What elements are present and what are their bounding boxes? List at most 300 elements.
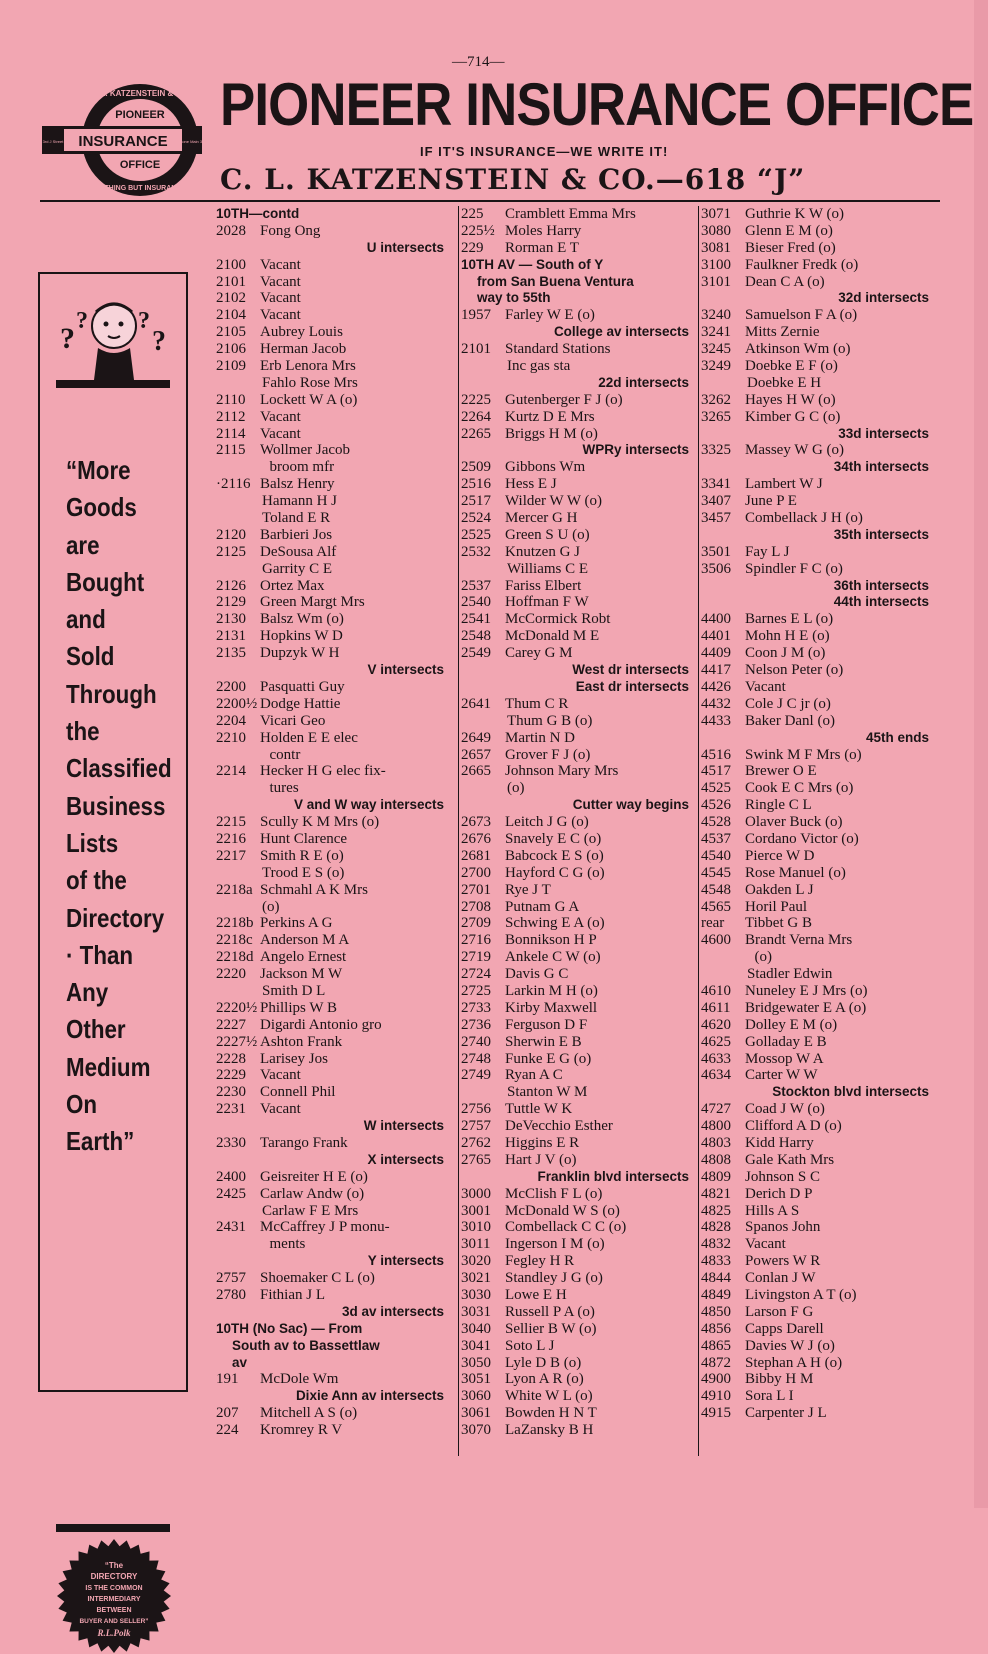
resident-name: Powers W R [745, 1253, 821, 1270]
house-number: 2641 [461, 695, 491, 712]
resident-name: White W L (o) [505, 1388, 593, 1405]
resident-name: Hess E J [505, 476, 557, 493]
resident-name: Kurtz D E Mrs [505, 408, 595, 425]
directory-entry [216, 1169, 448, 1186]
directory-column-3 [698, 206, 933, 1456]
resident-name: Ringle C L [745, 797, 812, 814]
directory-entry [216, 223, 448, 240]
directory-entry [701, 679, 933, 696]
directory-entry [216, 274, 448, 291]
directory-entry [701, 1253, 933, 1270]
resident-name: McCormick Robt [505, 611, 611, 628]
resident-name: Hayes H W (o) [745, 391, 836, 408]
resident-name: Ortez Max [260, 577, 325, 594]
directory-entry [701, 1186, 933, 1203]
house-number: 4850 [701, 1303, 731, 1320]
resident-name: Combellack J H (o) [745, 510, 863, 527]
house-number: 2265 [461, 425, 491, 442]
directory-entry [701, 696, 933, 713]
resident-name: Vacant [260, 290, 301, 307]
directory-entry [461, 848, 693, 865]
house-number: 3061 [461, 1405, 491, 1422]
resident-name: Kidd Harry [745, 1134, 814, 1151]
resident-name: Farley W E (o) [505, 307, 595, 324]
intersection-note: 34th intersects [833, 459, 929, 475]
directory-entry [216, 763, 448, 780]
seal-line: DIRECTORY [90, 1572, 138, 1581]
directory-entry [461, 1135, 693, 1152]
house-number: 2129 [216, 594, 246, 611]
directory-entry [701, 561, 933, 578]
resident-name: Green S U (o) [505, 526, 590, 543]
directory-entry [216, 1084, 448, 1101]
resident-name: Wilder W W (o) [505, 493, 603, 510]
house-number: 1957 [461, 307, 491, 324]
resident-name: Schmahl A K Mrs [260, 881, 368, 898]
resident-name: McDonald W S (o) [505, 1202, 620, 1219]
directory-entry [701, 1203, 933, 1220]
directory-entry [216, 1101, 448, 1118]
resident-name: Massey W G (o) [745, 442, 845, 459]
resident-name: Nuneley E J Mrs (o) [745, 982, 868, 999]
directory-entry [216, 1135, 448, 1152]
directory-entry [461, 1203, 693, 1220]
house-number: 4620 [701, 1016, 731, 1033]
house-number: 2130 [216, 611, 246, 628]
continuation-line: Stadler Edwin [747, 966, 833, 983]
resident-name: Russell P A (o) [505, 1303, 595, 1320]
resident-name: Carey G M [505, 645, 573, 662]
house-number: 2110 [216, 391, 246, 408]
resident-name: Wollmer Jacob [260, 442, 351, 459]
directory-entry [461, 223, 693, 240]
resident-name: Bonnikson H P [505, 932, 597, 949]
resident-name: Jackson M W [260, 966, 343, 983]
directory-entry [701, 1169, 933, 1186]
house-number: 3020 [461, 1253, 491, 1270]
directory-entry [216, 1034, 448, 1051]
ad-word: Through [66, 678, 157, 709]
resident-name: Lockett W A (o) [260, 391, 358, 408]
resident-name: Erb Lenora Mrs [260, 358, 356, 375]
resident-name: Johnson S C [745, 1168, 821, 1185]
directory-entry [701, 662, 933, 679]
house-number: 4528 [701, 814, 731, 831]
directory-entry [701, 274, 933, 291]
resident-name: Barbieri Jos [260, 526, 333, 543]
directory-entry [461, 1270, 693, 1287]
resident-name: Martin N D [505, 729, 575, 746]
intersection-note: X intersects [367, 1151, 444, 1167]
house-number: 2649 [461, 729, 491, 746]
intersection-note: 45th ends [865, 729, 929, 745]
house-number: 2227½ [216, 1033, 258, 1050]
resident-name: Larisey Jos [260, 1050, 328, 1067]
house-number: 2425 [216, 1185, 246, 1202]
ad-word: Any [66, 977, 109, 1008]
directory-entry [216, 949, 448, 966]
resident-name: Geisreiter H E (o) [260, 1168, 368, 1185]
directory-entry [701, 628, 933, 645]
resident-name: Fegley H R [505, 1253, 575, 1270]
resident-name: Capps Darell [745, 1320, 824, 1337]
street-heading: 10TH—contd [216, 206, 300, 221]
directory-entry [461, 983, 693, 1000]
directory-entry [461, 1388, 693, 1405]
directory-entry [701, 983, 933, 1000]
house-number: 2102 [216, 290, 246, 307]
resident-name: Guthrie K W (o) [745, 206, 845, 222]
directory-entry [701, 747, 933, 764]
house-number: 3240 [701, 307, 731, 324]
directory-entry [701, 1355, 933, 1372]
resident-name: McCaffrey J P monu- [260, 1219, 390, 1236]
resident-name: June P E [745, 493, 797, 510]
resident-name: Vacant [260, 256, 301, 273]
intersection-note: 36th intersects [833, 577, 929, 593]
house-number: 229 [461, 239, 484, 256]
intersection-note: College av intersects [553, 324, 689, 340]
house-number: 2657 [461, 746, 491, 763]
directory-entry [216, 814, 448, 831]
directory-entry [701, 358, 933, 375]
continuation-line: Stanton W M [507, 1084, 588, 1101]
ad-word: and [66, 604, 106, 635]
house-number: 2230 [216, 1084, 246, 1101]
directory-entry [701, 324, 933, 341]
directory-entry [216, 966, 448, 983]
house-number: 2708 [461, 898, 491, 915]
directory-entry [216, 1186, 448, 1203]
resident-name: Sora L I [745, 1388, 794, 1405]
house-number: 4832 [701, 1236, 731, 1253]
directory-entry [216, 341, 448, 358]
header-firm: C. L. KATZENSTEIN & CO.—618 “J” [220, 163, 806, 196]
directory-entry [701, 206, 933, 223]
continuation-line: Thum G B (o) [507, 712, 593, 729]
resident-name: Hart J V (o) [505, 1151, 577, 1168]
resident-name: Rye J T [505, 881, 551, 898]
resident-name: Vacant [745, 678, 786, 695]
resident-name: Phillips W B [260, 999, 337, 1016]
house-number: 3000 [461, 1185, 491, 1202]
resident-name: Vacant [260, 408, 301, 425]
directory-entry [701, 1321, 933, 1338]
header-tagline: IF IT'S INSURANCE—WE WRITE IT! [420, 144, 669, 159]
svg-text:?: ? [60, 322, 75, 355]
directory-entry [461, 1287, 693, 1304]
house-number: 4401 [701, 628, 731, 645]
house-number: 4833 [701, 1253, 731, 1270]
house-number: 4865 [701, 1337, 731, 1354]
directory-entry [701, 645, 933, 662]
directory-entry [461, 865, 693, 882]
house-number: 2200 [216, 678, 246, 695]
resident-name: Baker Danl (o) [745, 712, 835, 729]
ad-word: · Than [66, 939, 134, 970]
house-number: 3021 [461, 1270, 491, 1287]
house-number: 4825 [701, 1202, 731, 1219]
resident-name: Conlan J W [745, 1270, 816, 1287]
ad-slogan [66, 452, 172, 1161]
resident-name: Knutzen G J [505, 543, 580, 560]
directory-entry [216, 882, 448, 899]
house-number: 2431 [216, 1219, 246, 1236]
house-number: 4625 [701, 1033, 731, 1050]
resident-name: Lowe E H [505, 1287, 567, 1303]
resident-name: Olaver Buck (o) [745, 814, 843, 831]
intersection-note: Y intersects [367, 1253, 444, 1269]
resident-name: Swink M F Mrs (o) [745, 746, 862, 763]
resident-name: Sherwin E B [505, 1033, 582, 1050]
resident-name: Kromrey R V [260, 1422, 343, 1439]
directory-entry [701, 814, 933, 831]
directory-entry [701, 797, 933, 814]
seal-left: 3rd J Street [42, 139, 64, 144]
house-number: 3041 [461, 1337, 491, 1354]
directory-entry [216, 696, 448, 713]
ad-word: Business [66, 790, 166, 821]
directory-entry [216, 1051, 448, 1068]
resident-name: Green Margt Mrs [260, 594, 365, 611]
directory-entry [461, 544, 693, 561]
house-number: 4525 [701, 780, 731, 797]
resident-name: Dupzyk W H [260, 645, 340, 662]
seal-line: “The [104, 1561, 124, 1570]
resident-name: Standard Stations [505, 341, 611, 358]
directory-entry [461, 307, 693, 324]
directory-entry [216, 1371, 448, 1388]
house-number: 4516 [701, 746, 731, 763]
directory-entry [701, 899, 933, 916]
directory-entry [701, 915, 933, 932]
resident-name: Lyon A R (o) [505, 1371, 584, 1388]
directory-entry [461, 611, 693, 628]
house-number: 3070 [461, 1422, 491, 1439]
house-number: 2216 [216, 830, 246, 847]
directory-entry [216, 426, 448, 443]
resident-name: Balsz Henry [260, 476, 335, 493]
house-number: 2231 [216, 1101, 246, 1118]
resident-name: Holden E E elec [260, 729, 358, 746]
house-number: 4844 [701, 1270, 731, 1287]
house-number: 2126 [216, 577, 246, 594]
svg-text:?: ? [138, 308, 150, 334]
street-heading-cont: from San Buena Ventura [477, 273, 634, 289]
resident-name: Dolley E M (o) [745, 1016, 838, 1033]
house-number: 3501 [701, 543, 731, 560]
resident-name: Leitch J G (o) [505, 814, 589, 831]
house-number: 4634 [701, 1067, 731, 1084]
house-number: 3100 [701, 256, 731, 273]
house-number: 2541 [461, 611, 491, 628]
continuation-line: tures [262, 780, 299, 797]
directory-entry [461, 240, 693, 257]
resident-name: Ashton Frank [260, 1033, 343, 1050]
ad-word: are [66, 529, 100, 560]
directory-entry [461, 206, 693, 223]
directory-entry [216, 594, 448, 611]
directory-entry [461, 493, 693, 510]
ad-divider-bottom [56, 1524, 170, 1532]
directory-entry [461, 899, 693, 916]
house-number: 2509 [461, 459, 491, 476]
resident-name: Bowden H N T [505, 1405, 597, 1422]
resident-name: Brewer O E [745, 763, 817, 780]
directory-entry [216, 645, 448, 662]
directory-entry [461, 1000, 693, 1017]
resident-name: Larkin M H (o) [505, 982, 598, 999]
ad-word: Other [66, 1014, 126, 1045]
house-number: 3341 [701, 476, 731, 493]
house-number: 2101 [216, 273, 246, 290]
directory-entry [461, 730, 693, 747]
resident-name: Funke E G (o) [505, 1050, 592, 1067]
house-number: 224 [216, 1422, 239, 1439]
house-number: 2115 [216, 442, 246, 459]
resident-name: Vicari Geo [260, 712, 326, 729]
directory-entry [461, 1304, 693, 1321]
resident-name: LaZansky B H [505, 1422, 594, 1439]
resident-name: Vacant [260, 1067, 301, 1084]
directory-entry [216, 324, 448, 341]
resident-name: McDole Wm [260, 1371, 339, 1388]
resident-name: Carpenter J L [745, 1405, 827, 1422]
resident-name: Glenn E M (o) [745, 222, 833, 239]
intersection-note: Dixie Ann av intersects [295, 1388, 444, 1404]
continuation-line: (o) [507, 780, 525, 797]
directory-entry [216, 1422, 448, 1439]
resident-name: Mitts Zernie [745, 324, 820, 341]
resident-name: Cordano Victor (o) [745, 830, 859, 847]
house-number: 4828 [701, 1219, 731, 1236]
resident-name: Mitchell A S (o) [260, 1405, 358, 1422]
resident-name: Mercer G H [505, 510, 578, 527]
resident-name: Soto L J [505, 1337, 555, 1354]
directory-entry [216, 1219, 448, 1236]
directory-entry [701, 1287, 933, 1304]
house-number: 2665 [461, 763, 491, 780]
resident-name: Putnam G A [505, 898, 580, 915]
directory-entry [701, 240, 933, 257]
directory-entry [701, 1152, 933, 1169]
directory-entry [216, 307, 448, 324]
directory-entry [701, 392, 933, 409]
resident-name: McDonald M E [505, 628, 600, 645]
directory-entry [701, 865, 933, 882]
resident-name: Ingerson I M (o) [505, 1236, 605, 1253]
resident-name: Fariss Elbert [505, 577, 582, 594]
resident-name: Coad J W (o) [745, 1101, 825, 1118]
house-number: 4545 [701, 864, 731, 881]
house-number: 3001 [461, 1202, 491, 1219]
intersection-note: U intersects [366, 239, 444, 255]
resident-name: Standley J G (o) [505, 1270, 603, 1287]
house-number: 4910 [701, 1388, 731, 1405]
resident-name: Ankele C W (o) [505, 949, 601, 966]
seal-top: C. L. KATZENSTEIN & CO. [90, 89, 190, 98]
directory-entry [461, 966, 693, 983]
house-number: ·2116 [216, 476, 251, 493]
ad-word: Lists [66, 827, 119, 858]
directory-entry [701, 611, 933, 628]
house-number: 2719 [461, 949, 491, 966]
continuation-line: Trood E S (o) [262, 864, 345, 881]
house-number: 2700 [461, 864, 491, 881]
directory-entry [216, 1017, 448, 1034]
resident-name: Angelo Ernest [260, 949, 347, 966]
directory-entry [461, 645, 693, 662]
house-number: 3030 [461, 1287, 491, 1303]
resident-name: Cramblett Emma Mrs [505, 206, 636, 222]
svg-text:?: ? [76, 308, 88, 334]
directory-entry [461, 1355, 693, 1372]
svg-text:?: ? [152, 326, 166, 357]
directory-entry [701, 1051, 933, 1068]
resident-name: Smith R E (o) [260, 847, 344, 864]
resident-name: Davis G C [505, 966, 569, 983]
resident-name: Schwing E A (o) [505, 915, 605, 932]
directory-entry [461, 1152, 693, 1169]
house-number: 4526 [701, 797, 731, 814]
directory-entry [701, 848, 933, 865]
directory-entry [461, 1219, 693, 1236]
directory-entry [701, 1371, 933, 1388]
house-number: 3011 [461, 1236, 491, 1253]
continuation-line: Williams C E [507, 560, 589, 577]
continuation-line: Toland E R [262, 510, 331, 527]
house-number: 3040 [461, 1320, 491, 1337]
intersection-note: 33d intersects [838, 425, 929, 441]
directory-entry [216, 290, 448, 307]
house-number: 2701 [461, 881, 491, 898]
house-number: 2400 [216, 1168, 246, 1185]
ad-word: of the [66, 865, 127, 896]
house-number: 2716 [461, 932, 491, 949]
intersection-note: Franklin blvd intersects [537, 1168, 689, 1184]
directory-seal-icon [56, 1538, 172, 1654]
house-number: 3262 [701, 391, 731, 408]
directory-entry [461, 882, 693, 899]
house-number: 2264 [461, 408, 491, 425]
house-number: 2517 [461, 493, 491, 510]
house-number: 2218a [216, 881, 253, 898]
resident-name: Gibbons Wm [505, 459, 586, 476]
directory-entry [701, 713, 933, 730]
house-number: 191 [216, 1371, 239, 1388]
house-number: 4727 [701, 1101, 731, 1118]
house-number: 3080 [701, 222, 731, 239]
house-number: 2200½ [216, 695, 258, 712]
resident-name: Bridgewater E A (o) [745, 999, 867, 1016]
resident-name: Spindler F C (o) [745, 560, 843, 577]
intersection-note: 32d intersects [838, 290, 929, 306]
house-number: 2228 [216, 1050, 246, 1067]
house-number: 4433 [701, 712, 731, 729]
directory-entry [461, 628, 693, 645]
house-number: 4400 [701, 611, 731, 628]
resident-name: Ryan A C [505, 1067, 563, 1084]
resident-name: Hayford C G (o) [505, 864, 605, 881]
resident-name: Nelson Peter (o) [745, 662, 844, 679]
house-number: 4856 [701, 1320, 731, 1337]
directory-entry [461, 1034, 693, 1051]
resident-name: Stephan A H (o) [745, 1354, 843, 1371]
resident-name: Brandt Verna Mrs [745, 932, 853, 949]
house-number: 2131 [216, 628, 246, 645]
house-number: 4409 [701, 645, 731, 662]
directory-entry [701, 442, 933, 459]
